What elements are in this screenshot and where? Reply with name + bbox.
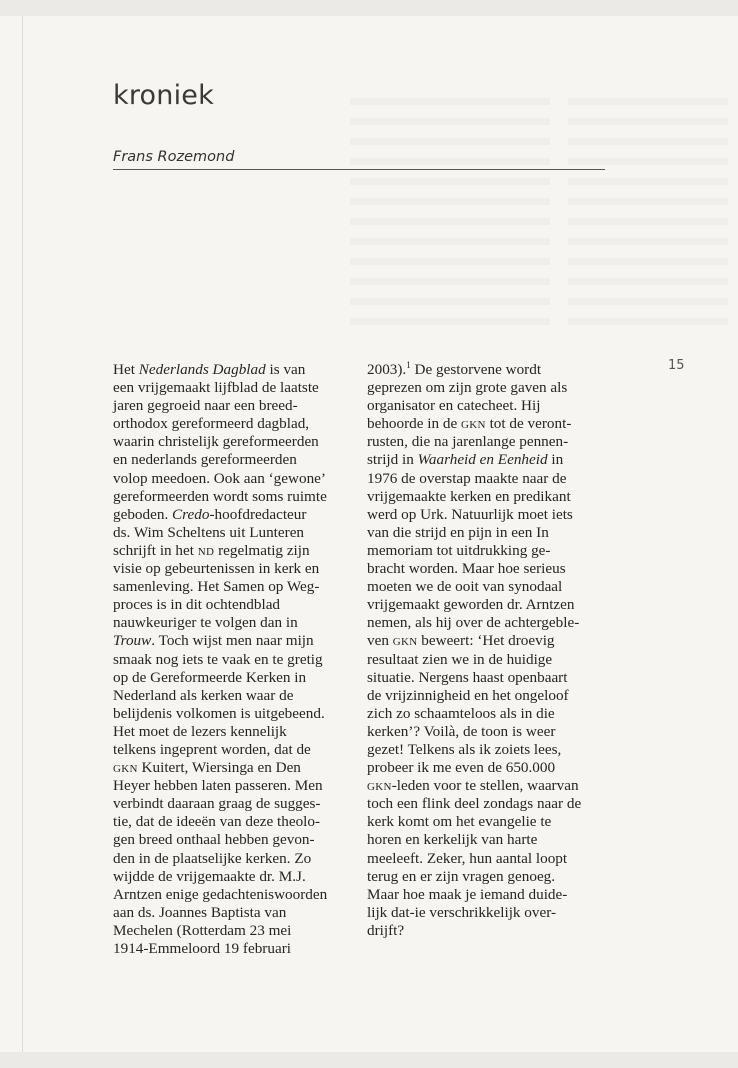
text-line: gereformeerden wordt soms ruimte — [113, 487, 327, 505]
show-through-text — [568, 85, 728, 335]
text-line: horen en kerkelijk van harte — [367, 831, 538, 849]
text-line: behoorde in de gkn tot de veront- — [367, 415, 572, 433]
text-line: wijdde de vrijgemaakte dr. M.J. — [113, 867, 306, 885]
text-line: orthodox gereformeerd dagblad, — [113, 415, 310, 433]
page-top-margin — [0, 0, 738, 16]
text-column-right — [367, 361, 607, 940]
text-line: zich zo schaamteloos als in die — [367, 704, 555, 722]
text-line: visie op gebeurtenissen in kerk en — [113, 560, 320, 578]
text-line: en nederlands gereformeerden — [113, 451, 297, 469]
text-line: organisator en catecheet. Hij — [367, 397, 541, 415]
text-line: lijk dat-ie verschrikkelijk over- — [367, 903, 557, 921]
text-line: op de Gereformeerde Kerken in — [113, 668, 307, 686]
text-line: terug en er zijn vragen genoeg. — [367, 867, 556, 885]
text-line: 2003).$^1$ De gestorvene wordt — [367, 359, 542, 378]
text-line: belijdenis volkomen is uitgebeend. — [113, 704, 325, 722]
text-line: meeleeft. Zeker, hun aantal loopt — [367, 849, 568, 867]
text-line: Mechelen (Rotterdam 23 mei — [113, 921, 292, 939]
text-line: strijd in Waarheid en Eenheid in — [367, 451, 564, 469]
text-line: proces is in dit ochtendblad — [113, 596, 281, 614]
page-bottom-margin — [0, 1052, 738, 1068]
text-line: toch een flink deel zondags naar de — [367, 795, 582, 813]
author-name: Frans Rozemond — [113, 149, 235, 165]
text-line: werd op Urk. Natuurlijk moet iets — [367, 505, 573, 523]
header-rule — [113, 169, 605, 170]
text-line: resultaat zien we in de huidige — [367, 650, 553, 668]
text-line: memoriam tot uitdrukking ge- — [367, 541, 551, 559]
text-line: jaren gegroeid naar een breed- — [113, 397, 298, 415]
text-line: bracht worden. Maar hoe serieus — [367, 560, 566, 578]
text-line: 1976 de overstap maakte naar de — [367, 469, 567, 487]
text-line: gkn-leden voor te stellen, waarvan — [367, 777, 579, 795]
text-line: gen breed onthaal hebben gevon- — [113, 831, 315, 849]
text-line: telkens ingeprent worden, dat de — [113, 740, 311, 758]
text-line: schrijft in het nd regelmatig zijn — [113, 541, 310, 559]
text-line: Arntzen enige gedachteniswoorden — [113, 885, 328, 903]
section-title: kroniek — [113, 80, 214, 111]
text-line: situatie. Nergens haast openbaart — [367, 668, 568, 686]
show-through-text — [350, 85, 550, 335]
text-line: 1914-Emmeloord 19 februari — [113, 940, 291, 957]
text-line: samenleving. Het Samen op Weg- — [113, 578, 320, 596]
text-line: gezet! Telkens als ik zoiets lees, — [367, 740, 562, 758]
page-number: 15 — [668, 358, 685, 373]
text-line: van die strijd en pijn in een In — [367, 523, 549, 541]
text-line: geboden. Credo-hoofdredacteur — [113, 505, 307, 523]
text-line: Trouw. Toch wijst men naar mijn — [113, 632, 314, 650]
text-line: de vrijzinnigheid en het ongeloof — [367, 686, 569, 704]
text-line: probeer ik me even de 650.000 — [367, 759, 556, 777]
text-line: Nederland als kerken waar de — [113, 686, 294, 704]
text-line: gkn Kuitert, Wiersinga en Den — [113, 759, 301, 777]
text-line: Heyer hebben laten passeren. Men — [113, 777, 323, 795]
text-line: verbindt daaraan graag de sugges- — [113, 795, 321, 813]
text-line: ds. Wim Scheltens uit Lunteren — [113, 523, 305, 541]
text-line: Maar hoe maak je iemand duide- — [367, 885, 568, 903]
text-line: moeten we de ooit van synodaal — [367, 578, 563, 596]
text-line: geprezen om zijn grote gaven als — [367, 379, 568, 397]
text-line: waarin christelijk gereformeerden — [113, 433, 319, 451]
text-line: vrijgemaakt geworden dr. Arntzen — [367, 596, 575, 614]
page-spine-shadow — [22, 16, 23, 1052]
text-line: Het Nederlands Dagblad is van — [113, 361, 306, 378]
text-line: Het moet de lezers kennelijk — [113, 722, 287, 740]
text-line: drijft? — [367, 921, 405, 939]
text-line: ven gkn beweert: ‘Het droevig — [367, 632, 555, 650]
text-line: aan ds. Joannes Baptista van — [113, 903, 287, 921]
text-line: kerken’? Voilà, de toon is weer — [367, 722, 556, 740]
text-line: volop meedoen. Ook aan ‘gewone’ — [113, 469, 326, 487]
text-column-left — [113, 361, 348, 958]
text-line: vrijgemaakte kerken en predikant — [367, 487, 571, 505]
text-line: tie, dat de ideeën van deze theolo- — [113, 813, 321, 831]
text-line: een vrijgemaakt lijfblad de laatste — [113, 379, 319, 397]
text-line: nauwkeuriger te volgen dan in — [113, 614, 298, 632]
text-line: smaak nog iets te vaak en te gretig — [113, 650, 323, 668]
text-line: nemen, als hij over de achtergeble- — [367, 614, 580, 632]
text-line: den in de plaatselijke kerken. Zo — [113, 849, 312, 867]
text-line: rusten, die na jarenlange pennen- — [367, 433, 569, 451]
text-line: kerk komt om het evangelie te — [367, 813, 552, 831]
